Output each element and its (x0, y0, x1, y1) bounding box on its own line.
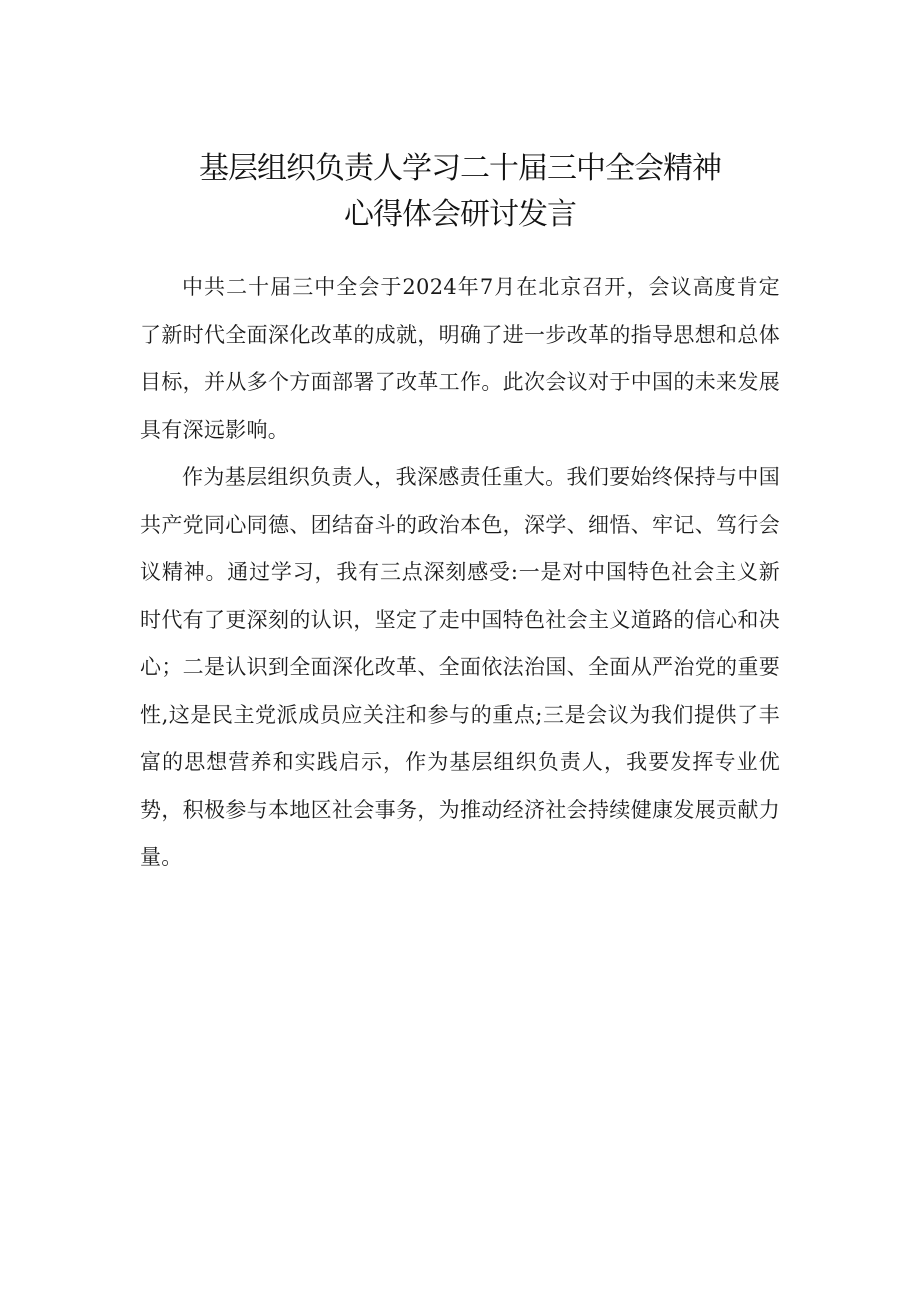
title-line-1: 基层组织负责人学习二十届三中全会精神 (199, 151, 721, 186)
paragraph-1: 中共二十届三中全会于2024年7月在北京召开，会议高度肯定了新时代全面深化改革的成就，明确了进一步改革的指导思想和总体目标，并从多个方面部署了改革工作。此次会议对于中国的未来发展具有深远影响。 (140, 275, 780, 442)
title-line-2: 心得体会研讨发言 (344, 197, 576, 232)
paragraph-2: 作为基层组织负责人，我深感责任重大。我们要始终保持与中国共产党同心同德、团结奋斗的政治本色，深学、细悟、牢记、笃行会议精神。通过学习，我有三点深刻感受:一是对中国特色社会主义新时代有了更深刻的认识，坚定了走中国特色社会主义道路的信心和决心；二是认识到全面深化改革、全面依法治国、全面从严治党的重要性,这是民主党派成员应关注和参与的重点;三是会议为我们提供了丰富的思想营养和实践启示，作为基层组织负责人，我要发挥专业优势，积极参与本地区社会事务，为推动经济社会持续健康发展贡献力量。 (140, 465, 780, 869)
document-body (140, 264, 780, 882)
document-title (100, 146, 820, 238)
